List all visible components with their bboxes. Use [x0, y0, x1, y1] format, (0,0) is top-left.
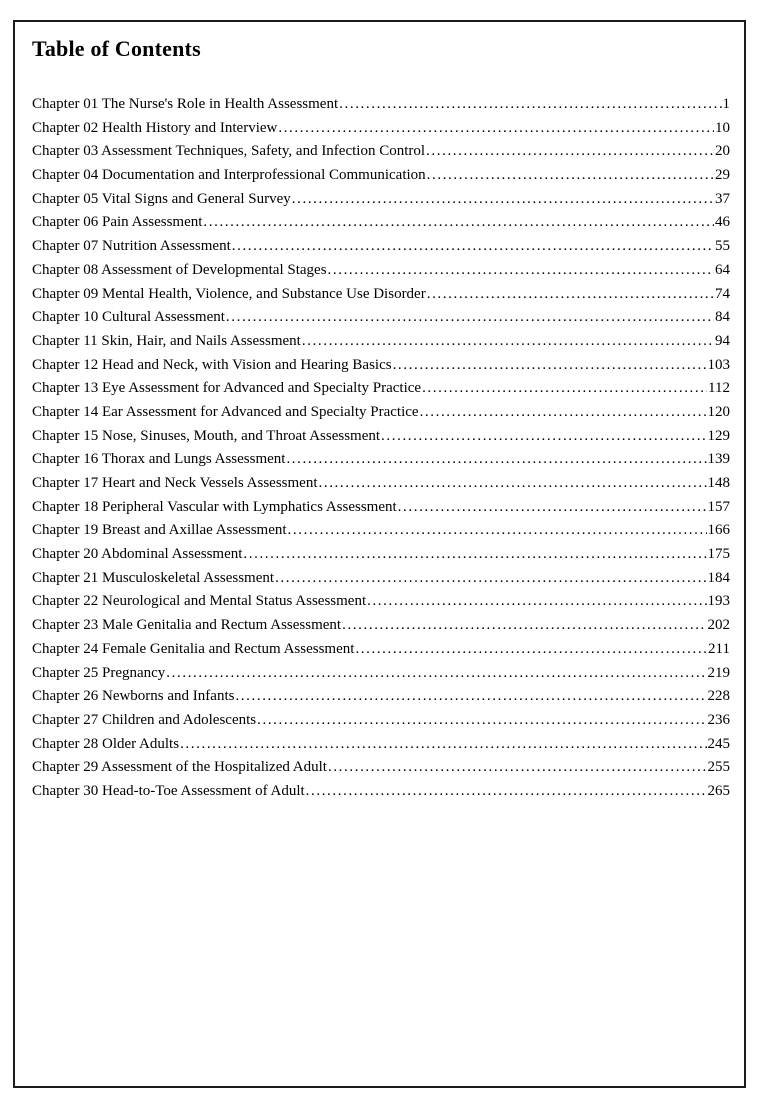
dot-leader [203, 211, 714, 235]
toc-entry[interactable] [32, 638, 730, 662]
toc-page-number: 175 [707, 546, 730, 563]
toc-page-number: 255 [707, 759, 730, 776]
toc-entry-title: Chapter 16 Thorax and Lungs Assessment [32, 451, 286, 468]
toc-entry-title: Chapter 06 Pain Assessment [32, 214, 203, 231]
toc-entry-title: Chapter 18 Peripheral Vascular with Lymphatics Assessment [32, 498, 397, 515]
dot-leader [367, 590, 706, 614]
toc-entry-title: Chapter 22 Neurological and Mental Status Assessment [32, 593, 367, 610]
toc-entry[interactable] [32, 780, 730, 804]
toc-page-number: 236 [707, 711, 730, 728]
toc-entry-title: Chapter 04 Documentation and Interprofessional Communication [32, 167, 426, 184]
toc-page-number: 157 [707, 498, 730, 515]
toc-entry-title: Chapter 08 Assessment of Developmental Stages [32, 261, 327, 278]
dot-leader [393, 354, 707, 378]
toc-entry[interactable] [32, 188, 730, 212]
toc-entry[interactable] [32, 614, 730, 638]
toc-entry[interactable] [32, 756, 730, 780]
toc-entry-title: Chapter 09 Mental Health, Violence, and Substance Use Disorder [32, 285, 426, 302]
toc-entry[interactable] [32, 496, 730, 520]
toc-page-number: 46 [715, 214, 730, 231]
toc-entry-title: Chapter 25 Pregnancy [32, 664, 166, 681]
dot-leader [257, 709, 706, 733]
dot-leader [288, 519, 707, 543]
dot-leader [398, 496, 707, 520]
dot-leader [427, 283, 714, 307]
toc-page-number: 112 [708, 380, 730, 397]
dot-leader [328, 756, 707, 780]
toc-page-number: 193 [707, 593, 730, 610]
dot-leader [355, 638, 707, 662]
dot-leader [226, 306, 714, 330]
toc-entry-title: Chapter 21 Musculoskeletal Assessment [32, 569, 275, 586]
dot-leader [422, 377, 707, 401]
toc-entry[interactable] [32, 401, 730, 425]
toc-page-number: 74 [715, 285, 730, 302]
toc-entry-title: Chapter 29 Assessment of the Hospitalized Adult [32, 759, 327, 776]
toc-entry-title: Chapter 15 Nose, Sinuses, Mouth, and Throat Assessment [32, 427, 381, 444]
toc-entry[interactable] [32, 590, 730, 614]
toc-entry-title: Chapter 10 Cultural Assessment [32, 309, 225, 326]
dot-leader [278, 117, 714, 141]
dot-leader [319, 472, 707, 496]
dot-leader [166, 662, 706, 686]
dot-leader [292, 188, 714, 212]
dot-leader [342, 614, 706, 638]
toc-page-number: 84 [715, 309, 730, 326]
dot-leader [420, 401, 707, 425]
toc-entry-title: Chapter 07 Nutrition Assessment [32, 238, 231, 255]
toc-entry[interactable] [32, 685, 730, 709]
toc-entry-title: Chapter 14 Ear Assessment for Advanced and Specialty Practice [32, 403, 419, 420]
dot-leader [427, 164, 714, 188]
toc-entry-title: Chapter 20 Abdominal Assessment [32, 546, 243, 563]
toc-list [32, 93, 730, 804]
toc-entry[interactable] [32, 709, 730, 733]
toc-page-number: 20 [715, 143, 730, 160]
toc-entry-title: Chapter 02 Health History and Interview [32, 119, 278, 136]
toc-entry-title: Chapter 26 Newborns and Infants [32, 688, 235, 705]
toc-entry-title: Chapter 11 Skin, Hair, and Nails Assessment [32, 332, 301, 349]
dot-leader [339, 93, 721, 117]
toc-entry-title: Chapter 30 Head-to-Toe Assessment of Adult [32, 782, 305, 799]
toc-entry[interactable] [32, 283, 730, 307]
toc-entry-title: Chapter 19 Breast and Axillae Assessment [32, 522, 287, 539]
toc-entry[interactable] [32, 140, 730, 164]
dot-leader [180, 733, 706, 757]
toc-page-number: 139 [707, 451, 730, 468]
dot-leader [381, 425, 706, 449]
toc-entry[interactable] [32, 306, 730, 330]
toc-page-number: 120 [707, 403, 730, 420]
toc-page-number: 64 [715, 261, 730, 278]
toc-entry-title: Chapter 01 The Nurse's Role in Health Assessment [32, 96, 339, 112]
toc-entry-title: Chapter 17 Heart and Neck Vessels Assessment [32, 475, 318, 491]
toc-entry[interactable] [32, 472, 730, 496]
dot-leader [328, 259, 714, 283]
toc-page-number: 29 [715, 167, 730, 184]
dot-leader [306, 780, 707, 804]
dot-leader [286, 448, 706, 472]
dot-leader [275, 567, 706, 591]
toc-entry[interactable] [32, 733, 730, 757]
toc-entry[interactable] [32, 519, 730, 543]
dot-leader [302, 330, 714, 354]
toc-page-number: 219 [707, 664, 730, 681]
toc-page-number: 202 [707, 617, 730, 634]
dot-leader [243, 543, 706, 567]
toc-page-number: 94 [715, 332, 730, 349]
toc-page-number: 148 [707, 475, 730, 491]
toc-entry[interactable] [32, 543, 730, 567]
toc-entry[interactable] [32, 377, 730, 401]
toc-entry-title: Chapter 05 Vital Signs and General Survey [32, 190, 291, 207]
toc-page-number: 129 [707, 427, 730, 444]
toc-page-number: 265 [707, 782, 730, 799]
toc-entry-title: Chapter 27 Children and Adolescents [32, 711, 257, 728]
toc-page-number: 37 [715, 190, 730, 207]
toc-entry-title: Chapter 03 Assessment Techniques, Safety, and Infection Control [32, 143, 426, 160]
toc-entry[interactable] [32, 93, 730, 117]
page-title: Table of Contents [32, 36, 201, 61]
toc-entry[interactable] [32, 448, 730, 472]
toc-page-number: 166 [707, 522, 730, 539]
toc-entry-title: Chapter 24 Female Genitalia and Rectum Assessment [32, 640, 355, 657]
toc-page-number: 10 [715, 119, 730, 136]
page-border [13, 20, 746, 1088]
toc-entry[interactable] [32, 117, 730, 141]
dot-leader [232, 235, 714, 259]
toc-entry-title: Chapter 28 Older Adults [32, 735, 180, 752]
toc-entry[interactable] [32, 662, 730, 686]
toc-page-number: 55 [715, 238, 730, 255]
toc-page-number: 245 [707, 735, 730, 752]
dot-leader [235, 685, 706, 709]
toc-entry-title: Chapter 12 Head and Neck, with Vision and Hearing Basics [32, 356, 392, 373]
toc-entry[interactable] [32, 259, 730, 283]
toc-page-number: 228 [707, 688, 730, 705]
toc-entry[interactable] [32, 567, 730, 591]
toc-entry[interactable] [32, 330, 730, 354]
toc-entry[interactable] [32, 354, 730, 378]
toc-page-number: 184 [707, 569, 730, 586]
toc-page-number: 211 [708, 640, 730, 657]
toc-page-number: 103 [707, 356, 730, 373]
dot-leader [426, 140, 714, 164]
toc-entry[interactable] [32, 235, 730, 259]
toc-entry-title: Chapter 13 Eye Assessment for Advanced and Specialty Practice [32, 380, 422, 397]
toc-entry-title: Chapter 23 Male Genitalia and Rectum Assessment [32, 617, 342, 634]
toc-entry[interactable] [32, 425, 730, 449]
toc-entry[interactable] [32, 211, 730, 235]
toc-page-number: 1 [722, 96, 730, 112]
toc-entry[interactable] [32, 164, 730, 188]
